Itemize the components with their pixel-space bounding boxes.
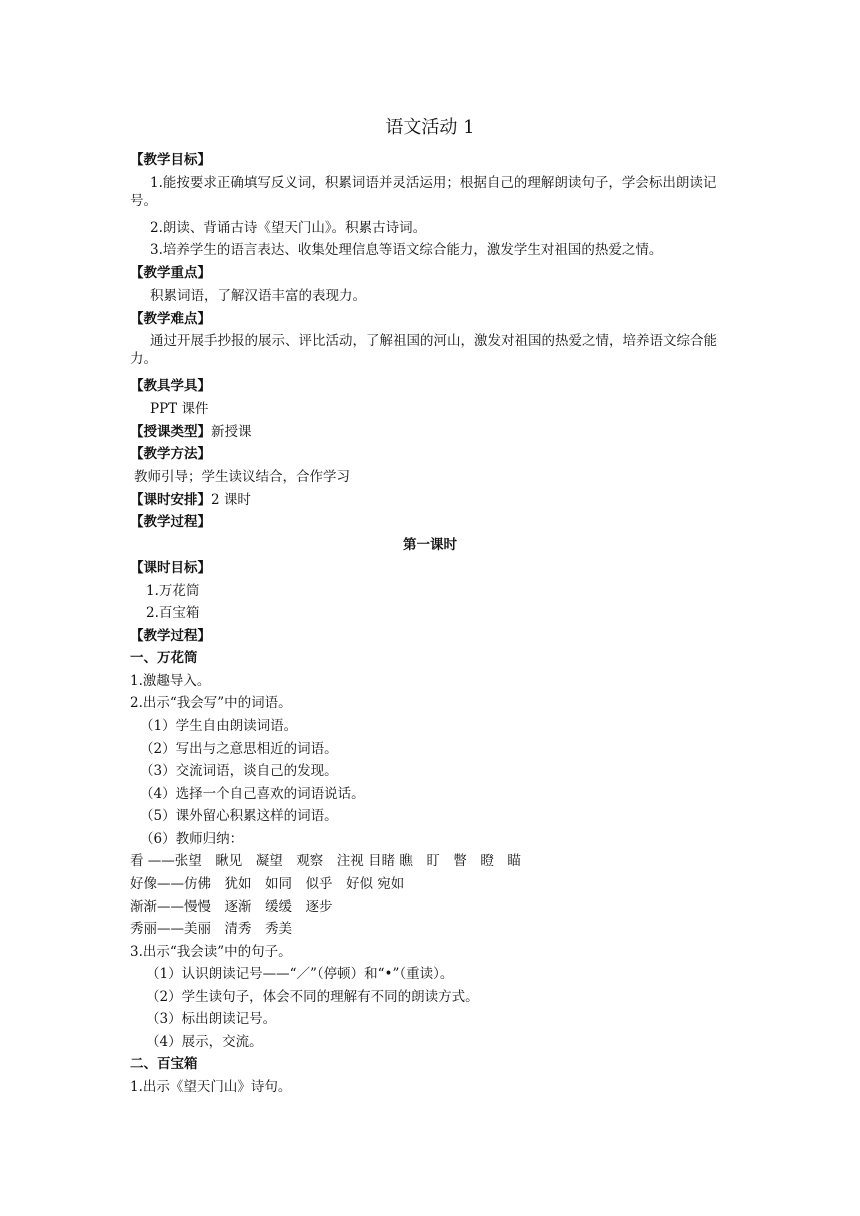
section-heading-2: 二、百宝箱 (130, 1056, 198, 1072)
difficulty-header: 【教学难点】 (130, 311, 211, 327)
step-1-3-4: （4）展示，交流。 (146, 1034, 263, 1050)
step-2-1: 1.出示《望天门山》诗句。 (130, 1079, 292, 1095)
goal-item-1: 1.能按要求正确填写反义词，积累词语并灵活运用；根据自己的理解朗读句子，学会标出朗读记号。 (130, 175, 717, 209)
lesson-goals-header: 【课时目标】 (130, 560, 211, 576)
word-group-1: 看 ——张望 瞅见 凝望 观察 注视 目睹 瞧 盯 瞥 瞪 瞄 (130, 853, 521, 869)
word-group-3: 渐渐——慢慢 逐渐 缓缓 逐步 (130, 899, 333, 915)
lesson-type-header: 【授课类型】 (130, 424, 211, 440)
key-points-header: 【教学重点】 (130, 265, 211, 281)
step-1-3-2: （2）学生读句子，体会不同的理解有不同的朗读方式。 (146, 989, 479, 1005)
step-1-2-1: （1）学生自由朗读词语。 (140, 718, 298, 734)
step-1-2: 2.出示“我会写”中的词语。 (130, 695, 292, 711)
document-title: 语文活动 1 (385, 117, 475, 138)
word-group-4: 秀丽——美丽 清秀 秀美 (130, 921, 292, 937)
schedule-line (130, 491, 251, 509)
word-group-2: 好像——仿佛 犹如 如同 似乎 好似 宛如 (130, 876, 405, 892)
schedule-header: 【课时安排】 (130, 492, 211, 508)
key-points-text: 积累词语，了解汉语丰富的表现力。 (150, 288, 366, 304)
difficulty-text: 通过开展手抄报的展示、评比活动，了解祖国的河山，激发对祖国的热爱之情，培养语文综合能力。 (130, 333, 717, 367)
methods-text: 教师引导；学生读议结合，合作学习 (134, 469, 350, 485)
goal-item-3: 3.培养学生的语言表达、收集处理信息等语文综合能力，激发学生对祖国的热爱之情。 (150, 242, 663, 258)
step-1-2-5: （5）课外留心积累这样的词语。 (140, 808, 338, 824)
goal-item-2: 2.朗读、背诵古诗《望天门山》。积累古诗词。 (150, 220, 427, 236)
lesson-goal-1: 1.万花筒 (146, 583, 200, 599)
section-heading-1: 一、万花筒 (130, 650, 198, 666)
first-lesson-title: 第一课时 (403, 537, 457, 553)
step-1-3-1: （1）认识朗读记号——“／”（停顿）和“•”（重读）。 (146, 966, 454, 982)
step-1-3-3: （3）标出朗读记号。 (146, 1011, 277, 1027)
step-1-2-3: （3）交流词语，谈自己的发现。 (140, 763, 338, 779)
process-header: 【教学过程】 (130, 514, 211, 530)
schedule-text: 2 课时 (211, 492, 251, 508)
goals-header: 【教学目标】 (130, 152, 211, 168)
step-1-2-4: （4）选择一个自己喜欢的词语说话。 (140, 786, 365, 802)
step-1-1: 1.激趣导入。 (130, 673, 211, 689)
step-1-2-6: （6）教师归纳： (140, 831, 244, 847)
lesson-type-text: 新授课 (211, 424, 252, 440)
lesson-process-header: 【教学过程】 (130, 628, 211, 644)
lesson-type-line (130, 423, 252, 441)
methods-header: 【教学方法】 (130, 446, 211, 462)
tools-header: 【教具学具】 (130, 378, 211, 394)
tools-text: PPT 课件 (150, 401, 209, 417)
step-1-3: 3.出示“我会读”中的句子。 (130, 944, 292, 960)
step-1-2-2: （2）写出与之意思相近的词语。 (140, 741, 338, 757)
lesson-goal-2: 2.百宝箱 (146, 605, 200, 621)
